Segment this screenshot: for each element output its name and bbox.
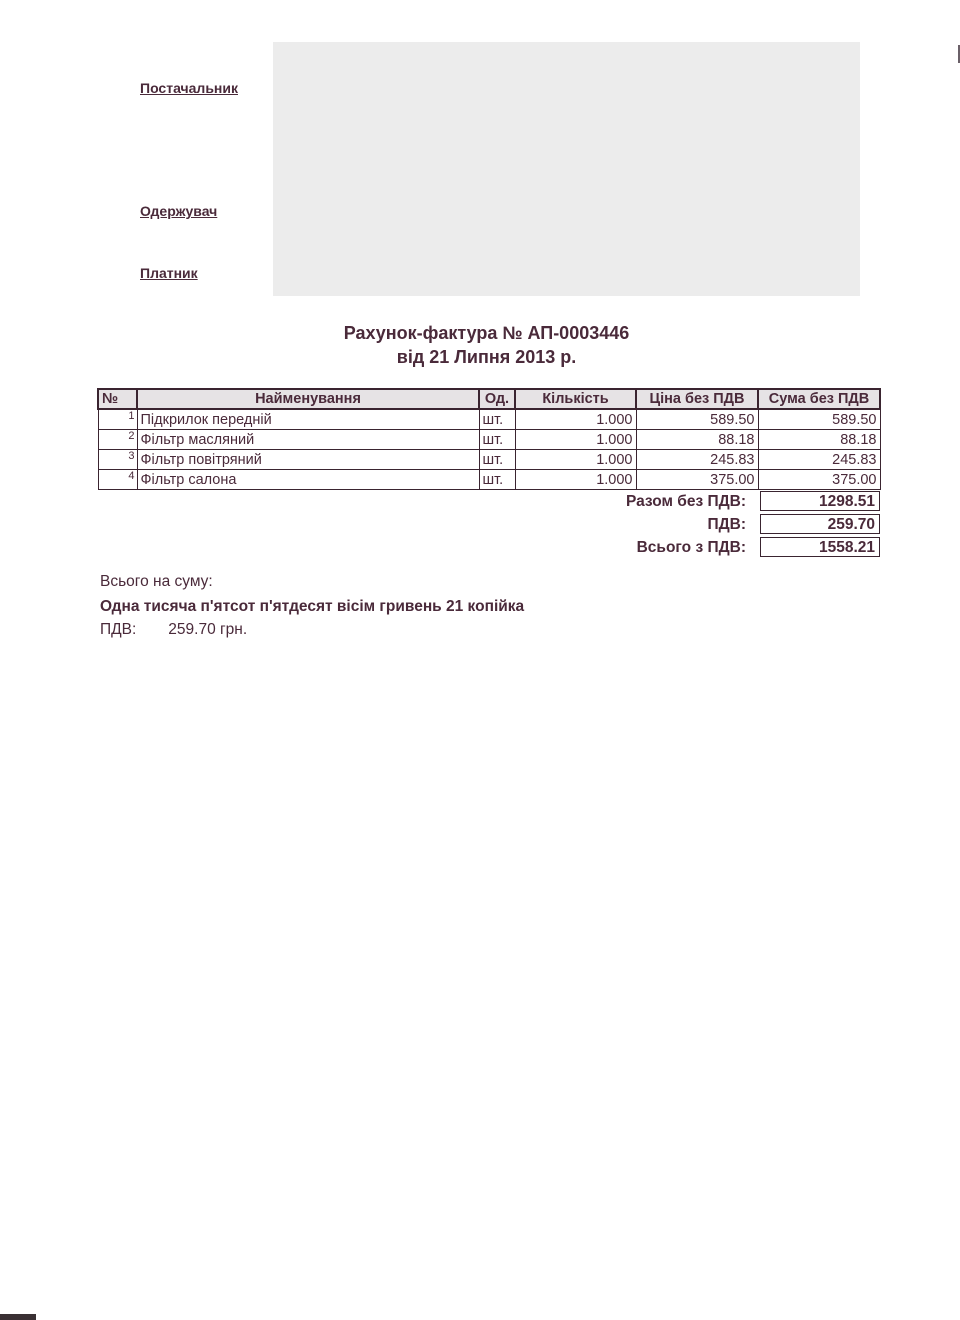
row-quantity: 1.000	[515, 450, 636, 470]
scan-corner-mark	[0, 1314, 36, 1320]
payer-label: Платник	[140, 265, 198, 281]
row-number: 1	[98, 409, 137, 430]
header-quantity: Кількість	[515, 389, 636, 409]
invoice-date: від 21 Липня 2013 р.	[396, 347, 577, 367]
row-sum: 245.83	[758, 450, 880, 470]
header-number: №	[98, 389, 137, 409]
amount-caption: Всього на суму:	[100, 573, 213, 590]
row-number: 3	[98, 450, 137, 470]
vat-value: 259.70	[760, 514, 880, 534]
subtotal-row	[560, 491, 880, 513]
vat-row	[560, 514, 880, 536]
table-row	[98, 430, 880, 450]
row-unit: шт.	[479, 409, 515, 430]
header-unit: Од.	[479, 389, 515, 409]
row-name: Фільтр масляний	[137, 430, 479, 450]
items-table	[97, 388, 881, 490]
row-sum: 375.00	[758, 470, 880, 490]
row-unit: шт.	[479, 450, 515, 470]
table-header-row	[98, 389, 880, 409]
recipient-label: Одержувач	[140, 203, 218, 219]
supplier-label: Постачальник	[140, 80, 238, 96]
row-number: 4	[98, 470, 137, 490]
header-name: Найменування	[137, 389, 479, 409]
row-price: 589.50	[636, 409, 758, 430]
row-name: Підкрилок передній	[137, 409, 479, 430]
row-unit: шт.	[479, 470, 515, 490]
amount-in-words: Одна тисяча п'ятсот п'ятдесят вісім гривень 21 копійка	[100, 598, 525, 615]
row-name: Фільтр повітряний	[137, 450, 479, 470]
header-sum: Сума без ПДВ	[758, 389, 880, 409]
total-label: Всього з ПДВ:	[636, 539, 746, 556]
row-number: 2	[98, 430, 137, 450]
row-quantity: 1.000	[515, 409, 636, 430]
row-name: Фільтр салона	[137, 470, 479, 490]
summary-vat-line	[100, 621, 247, 639]
row-price: 375.00	[636, 470, 758, 490]
row-sum: 589.50	[758, 409, 880, 430]
subtotal-value: 1298.51	[760, 491, 880, 511]
vat-label: ПДВ:	[707, 516, 746, 533]
summary-vat-label: ПДВ:	[100, 621, 137, 638]
table-row	[98, 409, 880, 430]
redacted-party-details	[273, 42, 860, 296]
total-value: 1558.21	[760, 537, 880, 557]
subtotal-label: Разом без ПДВ:	[625, 493, 746, 510]
row-quantity: 1.000	[515, 470, 636, 490]
row-price: 88.18	[636, 430, 758, 450]
header-price: Ціна без ПДВ	[636, 389, 758, 409]
total-row	[560, 537, 880, 559]
row-quantity: 1.000	[515, 430, 636, 450]
invoice-title: Рахунок-фактура № АП-0003446	[343, 323, 630, 343]
row-sum: 88.18	[758, 430, 880, 450]
row-price: 245.83	[636, 450, 758, 470]
summary-vat-value: 259.70 грн.	[168, 621, 248, 638]
table-row	[98, 450, 880, 470]
table-row	[98, 470, 880, 490]
row-unit: шт.	[479, 430, 515, 450]
